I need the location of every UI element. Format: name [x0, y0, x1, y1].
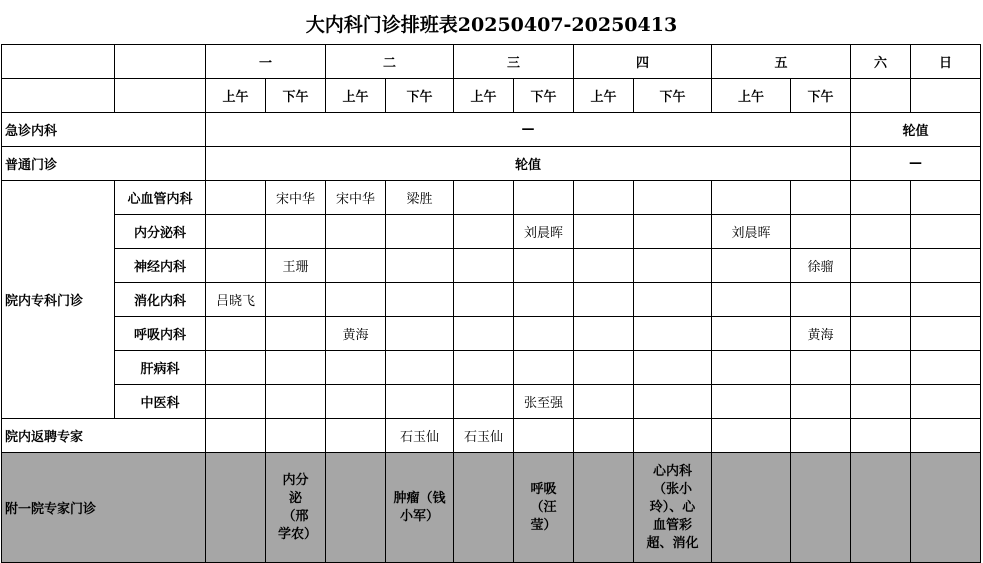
- day-header-sat: 六: [851, 45, 911, 79]
- schedule-cell: [386, 215, 454, 249]
- affiliated-row: [2, 453, 981, 563]
- schedule-cell: [712, 385, 791, 419]
- schedule-cell: [851, 385, 911, 419]
- schedule-cell: [791, 385, 851, 419]
- schedule-cell: [911, 283, 981, 317]
- schedule-cell: [574, 317, 634, 351]
- schedule-cell: 宋中华: [326, 181, 386, 215]
- schedule-cell: 梁胜: [386, 181, 454, 215]
- specialty-row: [2, 351, 981, 385]
- schedule-cell: [266, 351, 326, 385]
- schedule-cell: [712, 283, 791, 317]
- general-weekday-value: 轮值: [206, 147, 851, 181]
- schedule-cell: [791, 419, 851, 453]
- dept-label: 中医科: [115, 385, 206, 419]
- schedule-cell: [634, 419, 712, 453]
- schedule-cell: [791, 181, 851, 215]
- schedule-cell: [454, 385, 514, 419]
- schedule-cell: [911, 181, 981, 215]
- schedule-cell: 刘晨晖: [712, 215, 791, 249]
- schedule-cell: [911, 249, 981, 283]
- schedule-cell: [851, 453, 911, 563]
- schedule-cell: 石玉仙: [454, 419, 514, 453]
- pm-header: 下午: [634, 79, 712, 113]
- schedule-cell: [574, 351, 634, 385]
- schedule-cell: 石玉仙: [386, 419, 454, 453]
- schedule-cell: [386, 317, 454, 351]
- schedule-cell: [326, 249, 386, 283]
- specialty-row: [2, 317, 981, 351]
- schedule-cell: [206, 385, 266, 419]
- schedule-cell: [266, 419, 326, 453]
- schedule-cell: [514, 351, 574, 385]
- schedule-cell: [851, 249, 911, 283]
- day-header-wed: 三: [454, 45, 574, 79]
- schedule-cell: [574, 283, 634, 317]
- pm-header: 下午: [266, 79, 326, 113]
- schedule-cell: 吕晓飞: [206, 283, 266, 317]
- schedule-cell: [386, 385, 454, 419]
- schedule-cell: 宋中华: [266, 181, 326, 215]
- schedule-cell: 呼吸（汪莹）: [514, 453, 574, 563]
- schedule-cell: 刘晨晖: [514, 215, 574, 249]
- schedule-cell: [326, 419, 386, 453]
- rehired-row: [2, 419, 981, 453]
- am-header: 上午: [574, 79, 634, 113]
- schedule-cell: [712, 249, 791, 283]
- schedule-cell: [791, 283, 851, 317]
- general-row: [2, 147, 981, 181]
- schedule-cell: [634, 317, 712, 351]
- schedule-cell: [326, 351, 386, 385]
- schedule-cell: [634, 283, 712, 317]
- schedule-cell: [851, 419, 911, 453]
- schedule-cell: [851, 351, 911, 385]
- affiliated-label: 附一院专家门诊: [2, 453, 206, 563]
- schedule-cell: [514, 181, 574, 215]
- schedule-cell: [266, 283, 326, 317]
- day-header-row: [2, 45, 981, 79]
- blank-cell: [115, 79, 206, 113]
- emergency-label: 急诊内科: [2, 113, 206, 147]
- schedule-cell: [206, 351, 266, 385]
- dept-label: 心血管内科: [115, 181, 206, 215]
- day-header-fri: 五: [712, 45, 851, 79]
- schedule-cell: [791, 351, 851, 385]
- schedule-cell: [791, 215, 851, 249]
- dept-label: 消化内科: [115, 283, 206, 317]
- emergency-row: [2, 113, 981, 147]
- schedule-cell: [206, 249, 266, 283]
- schedule-cell: [454, 351, 514, 385]
- schedule-table: [1, 44, 981, 563]
- schedule-cell: [911, 215, 981, 249]
- emergency-weekend-value: 轮值: [851, 113, 981, 147]
- am-header: 上午: [206, 79, 266, 113]
- schedule-cell: 黄海: [791, 317, 851, 351]
- am-header: 上午: [454, 79, 514, 113]
- dept-label: 肝病科: [115, 351, 206, 385]
- schedule-cell: [851, 215, 911, 249]
- schedule-cell: [712, 317, 791, 351]
- blank-cell: [2, 45, 115, 79]
- schedule-cell: [574, 453, 634, 563]
- schedule-cell: [386, 351, 454, 385]
- schedule-cell: [266, 385, 326, 419]
- day-header-sun: 日: [911, 45, 981, 79]
- schedule-cell: [634, 385, 712, 419]
- schedule-cell: [266, 215, 326, 249]
- schedule-cell: [634, 351, 712, 385]
- schedule-cell: [206, 215, 266, 249]
- schedule-cell: 张至强: [514, 385, 574, 419]
- schedule-cell: [574, 215, 634, 249]
- schedule-cell: [911, 453, 981, 563]
- specialty-row: [2, 215, 981, 249]
- schedule-cell: [206, 181, 266, 215]
- schedule-cell: [454, 215, 514, 249]
- schedule-cell: [574, 419, 634, 453]
- schedule-cell: [911, 385, 981, 419]
- schedule-cell: [574, 181, 634, 215]
- schedule-cell: 黄海: [326, 317, 386, 351]
- schedule-cell: [634, 249, 712, 283]
- schedule-cell: [851, 181, 911, 215]
- schedule-cell: [454, 283, 514, 317]
- schedule-cell: [454, 453, 514, 563]
- blank-cell: [911, 79, 981, 113]
- schedule-cell: 心内科（张小玲）、心血管彩超、消化: [634, 453, 712, 563]
- pm-header: 下午: [386, 79, 454, 113]
- emergency-weekday-value: —: [206, 113, 851, 147]
- schedule-cell: [634, 181, 712, 215]
- schedule-cell: [712, 351, 791, 385]
- schedule-cell: [712, 453, 791, 563]
- pm-header: 下午: [791, 79, 851, 113]
- specialty-row: [2, 385, 981, 419]
- schedule-cell: [326, 283, 386, 317]
- rehired-label: 院内返聘专家: [2, 419, 206, 453]
- schedule-cell: 徐骝: [791, 249, 851, 283]
- schedule-cell: [454, 181, 514, 215]
- specialty-row: [2, 181, 981, 215]
- schedule-cell: [454, 317, 514, 351]
- page-title: 大内科门诊排班表20250407-20250413: [305, 14, 678, 36]
- schedule-cell: [911, 351, 981, 385]
- schedule-cell: [326, 453, 386, 563]
- schedule-cell: [386, 283, 454, 317]
- schedule-cell: [266, 317, 326, 351]
- day-header-mon: 一: [206, 45, 326, 79]
- day-header-thu: 四: [574, 45, 712, 79]
- general-label: 普通门诊: [2, 147, 206, 181]
- dept-label: 内分泌科: [115, 215, 206, 249]
- schedule-cell: [206, 317, 266, 351]
- schedule-cell: [791, 453, 851, 563]
- schedule-cell: 内分泌（邢学农）: [266, 453, 326, 563]
- pm-header: 下午: [514, 79, 574, 113]
- schedule-cell: [514, 283, 574, 317]
- schedule-cell: [514, 249, 574, 283]
- specialty-row: [2, 283, 981, 317]
- schedule-cell: [574, 249, 634, 283]
- schedule-cell: [206, 453, 266, 563]
- schedule-cell: [326, 385, 386, 419]
- blank-cell: [2, 79, 115, 113]
- schedule-cell: 肿瘤（钱小军）: [386, 453, 454, 563]
- schedule-cell: [386, 249, 454, 283]
- schedule-cell: [514, 317, 574, 351]
- day-header-tue: 二: [326, 45, 454, 79]
- blank-cell: [115, 45, 206, 79]
- half-day-header-row: [2, 79, 981, 113]
- blank-cell: [851, 79, 911, 113]
- schedule-cell: [206, 419, 266, 453]
- specialty-row: [2, 249, 981, 283]
- specialty-group-label: 院内专科门诊: [2, 181, 115, 419]
- schedule-cell: 王珊: [266, 249, 326, 283]
- schedule-cell: [712, 181, 791, 215]
- schedule-cell: [911, 419, 981, 453]
- schedule-cell: [634, 215, 712, 249]
- schedule-cell: [851, 317, 911, 351]
- dept-label: 神经内科: [115, 249, 206, 283]
- schedule-cell: [454, 249, 514, 283]
- schedule-cell: [851, 283, 911, 317]
- schedule-cell: [574, 385, 634, 419]
- schedule-cell: [911, 317, 981, 351]
- am-header: 上午: [712, 79, 791, 113]
- schedule-cell: [712, 419, 791, 453]
- schedule-cell: [326, 215, 386, 249]
- am-header: 上午: [326, 79, 386, 113]
- general-weekend-value: —: [851, 147, 981, 181]
- dept-label: 呼吸内科: [115, 317, 206, 351]
- schedule-cell: [514, 419, 574, 453]
